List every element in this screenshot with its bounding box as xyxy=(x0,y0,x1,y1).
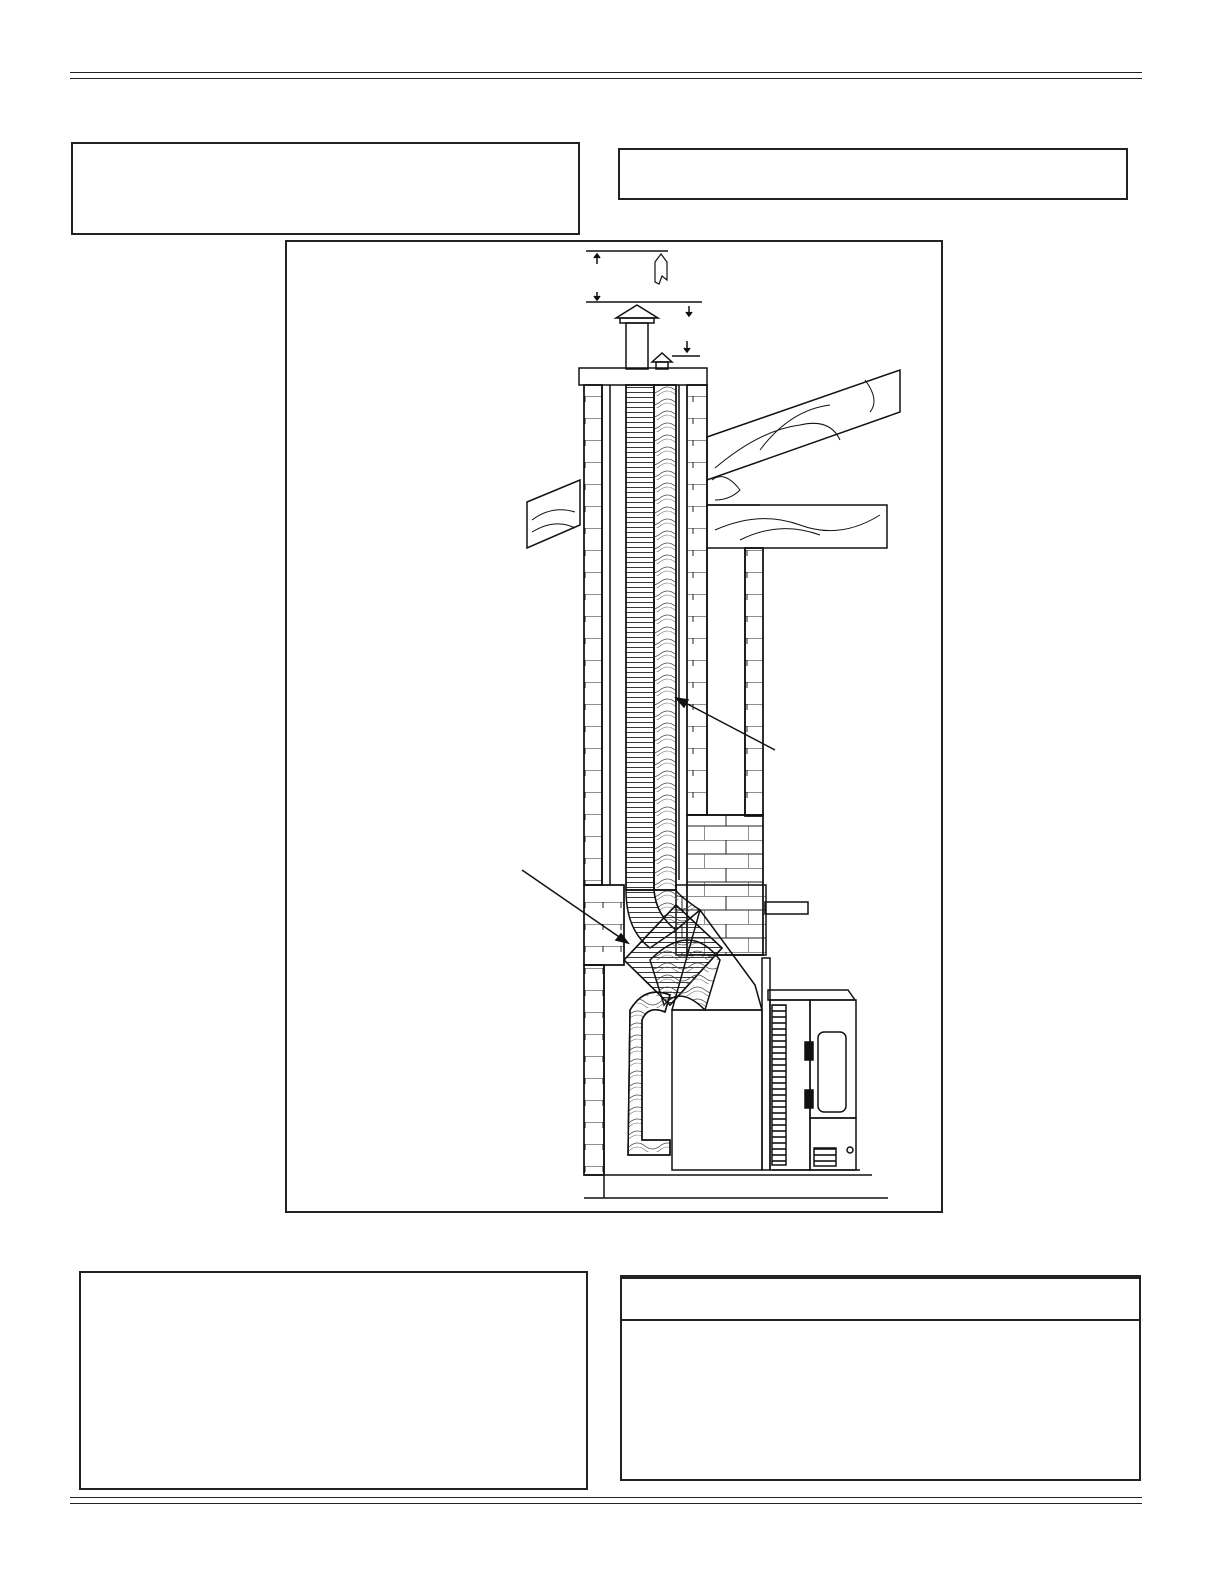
bottom-rule-1 xyxy=(70,1497,1142,1498)
bottom-note-box-left xyxy=(79,1271,588,1490)
bottom-note-box-right xyxy=(620,1275,1141,1481)
roof-rafter-icon xyxy=(527,370,900,548)
fireplace-insert-shroud xyxy=(672,1010,762,1170)
chimney-cap-icon xyxy=(616,305,672,369)
pellet-stove-icon xyxy=(762,958,860,1170)
clearance-dimension-marks xyxy=(586,251,702,356)
chimney-crown xyxy=(579,368,707,385)
bottom-rule-2 xyxy=(70,1503,1142,1504)
bottom-note-right-header xyxy=(622,1279,1139,1321)
